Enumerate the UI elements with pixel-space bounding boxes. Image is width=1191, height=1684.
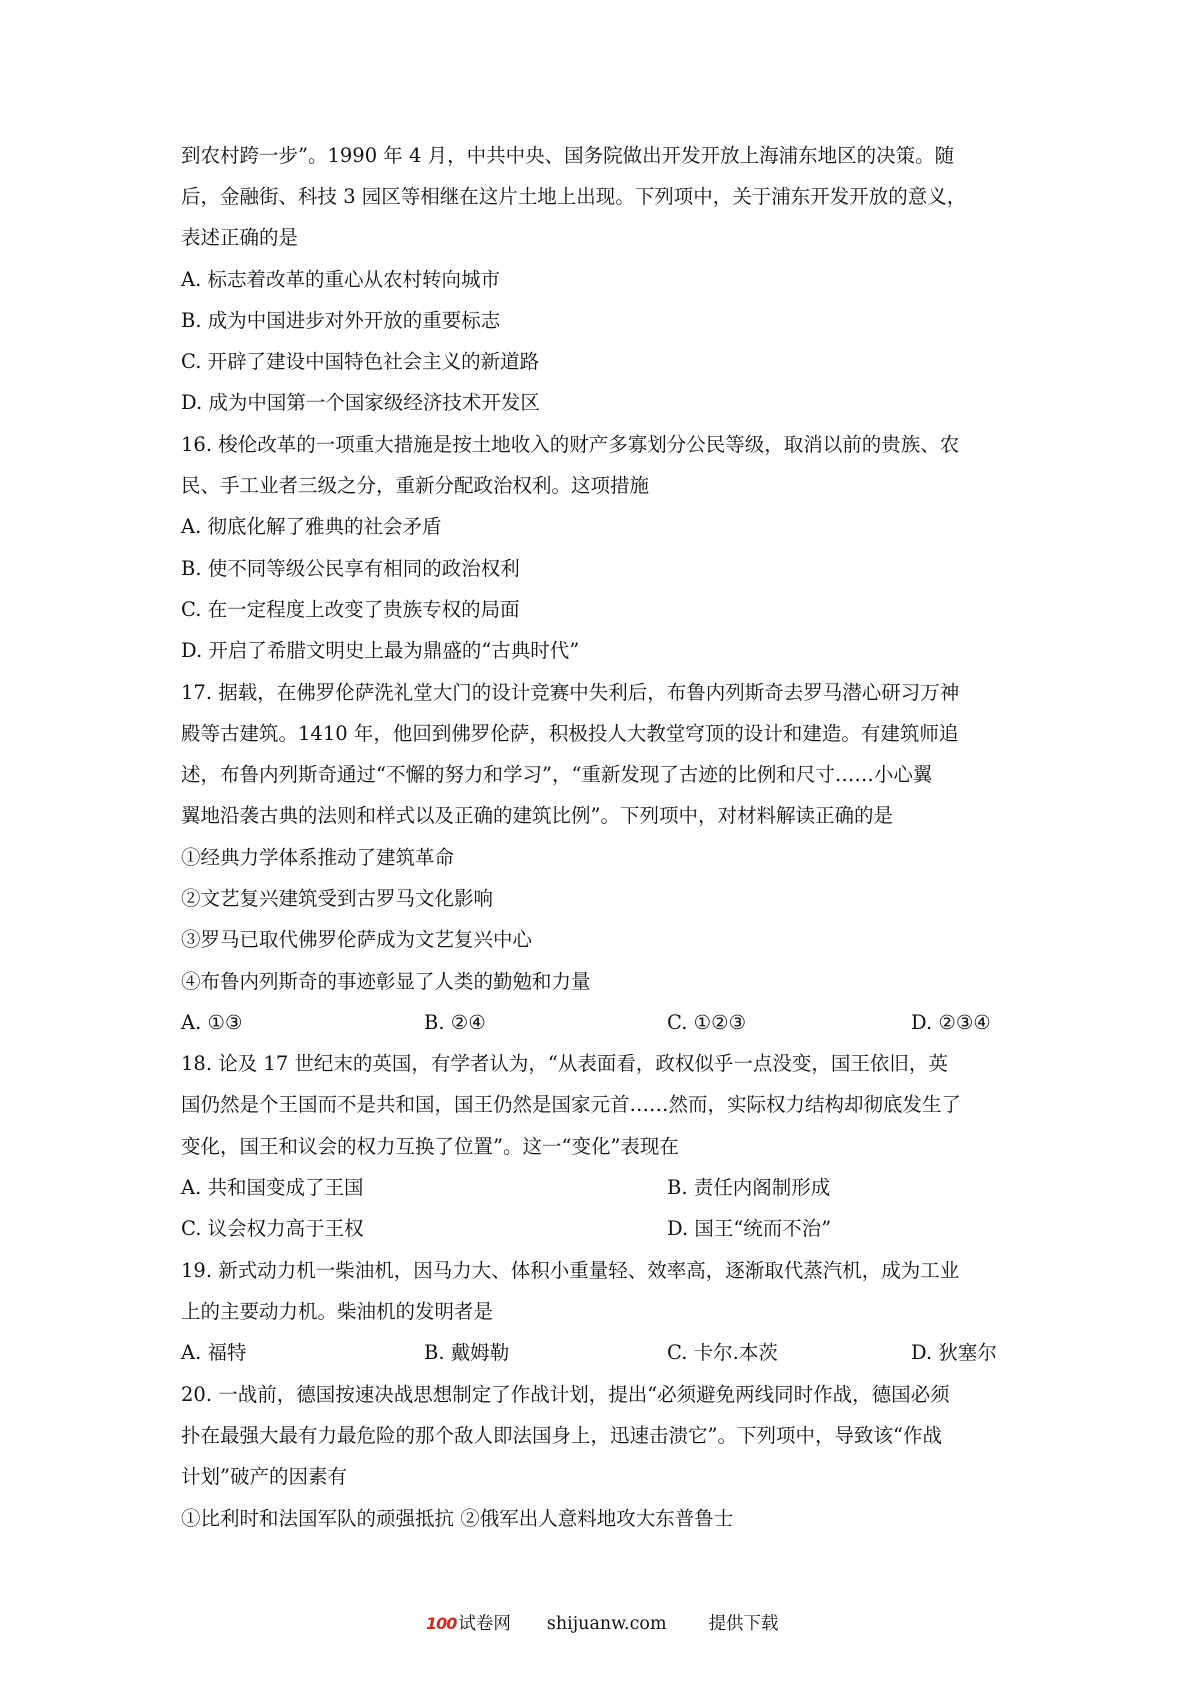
q18-stem-line-3: 变化，国王和议会的权力互换了位置”。这一“变化”表现在 [181, 1135, 679, 1158]
q16-stem-line-1: 16. 梭伦改革的一项重大措施是按土地收入的财产多寡划分公民等级，取消以前的贵族、农 [181, 433, 960, 456]
q16-option-b: B. 使不同等级公民享有相同的政治权利 [181, 557, 520, 580]
q20-stem-line-3: 计划”破产的因素有 [181, 1465, 347, 1488]
q20-stem-line-2: 扑在最强大最有力最危险的那个敌人即法国身上，迅速击溃它”。下列项中，导致该“作战 [181, 1424, 942, 1447]
q15-stem-line-3: 表述正确的是 [181, 226, 299, 249]
q16-option-c: C. 在一定程度上改变了贵族专权的局面 [181, 598, 520, 621]
q17-option-d: D. ②③④ [911, 1011, 991, 1034]
site-logo-icon: 100 [426, 1614, 457, 1633]
footer-site-url[interactable]: shijuanw.com [546, 1614, 667, 1634]
q17-stem-line-4: 翼地沿袭古典的法则和样式以及正确的建筑比例”。下列项中，对材料解读正确的是 [181, 804, 893, 827]
q15-stem-line-1: 到农村跨一步”。1990 年 4 月，中共中央、国务院做出开发开放上海浦东地区的决策。随 [181, 144, 955, 167]
q18-option-c: C. 议会权力高于王权 [181, 1217, 364, 1240]
q20-stem-line-4: ①比利时和法国军队的顽强抵抗 ②俄军出人意料地攻大东普鲁士 [181, 1507, 734, 1530]
q19-stem-line-1: 19. 新式动力机一柴油机，因马力大、体积小重量轻、效率高，逐渐取代蒸汽机，成为工业 [181, 1259, 960, 1282]
q17-stem-line-1: 17. 据载，在佛罗伦萨洗礼堂大门的设计竞赛中失利后，布鲁内列斯奇去罗马潜心研习万神 [181, 681, 960, 704]
q17-stem-line-3: 述，布鲁内列斯奇通过“不懈的努力和学习”，“重新发现了古迹的比例和尺寸……小心翼 [181, 763, 933, 786]
q17-statement-2: ②文艺复兴建筑受到古罗马文化影响 [181, 887, 494, 910]
q17-statement-3: ③罗马已取代佛罗伦萨成为文艺复兴中心 [181, 928, 533, 951]
q18-option-a: A. 共和国变成了王国 [181, 1176, 364, 1199]
q17-option-b: B. ②④ [424, 1011, 486, 1034]
q18-stem-line-1: 18. 论及 17 世纪末的英国，有学者认为，“从表面看，政权似乎一点没变，国王依旧，英 [181, 1052, 948, 1075]
q17-statement-4: ④布鲁内列斯奇的事迹彰显了人类的勤勉和力量 [181, 970, 591, 993]
q17-option-c: C. ①②③ [667, 1011, 747, 1034]
q16-stem-line-2: 民、手工业者三级之分，重新分配政治权利。这项措施 [181, 474, 650, 497]
q18-option-b: B. 责任内阁制形成 [667, 1176, 831, 1199]
q15-option-a: A. 标志着改革的重心从农村转向城市 [181, 268, 500, 291]
q20-stem-line-1: 20. 一战前，德国按速决战思想制定了作战计划，提出“必须避免两线同时作战，德国必须 [181, 1383, 950, 1406]
page-footer [426, 1609, 779, 1639]
q15-stem-line-2: 后，金融街、科技 3 园区等相继在这片土地上出现。下列项中，关于浦东开发开放的意义， [181, 185, 967, 208]
footer-download-text: 提供下载 [708, 1614, 779, 1634]
q19-stem-line-2: 上的主要动力机。柴油机的发明者是 [181, 1300, 494, 1323]
q16-option-d: D. 开启了希腊文明史上最为鼎盛的“古典时代” [181, 639, 580, 662]
q19-option-a: A. 福特 [181, 1341, 247, 1364]
q16-option-a: A. 彻底化解了雅典的社会矛盾 [181, 515, 442, 538]
q17-statement-1: ①经典力学体系推动了建筑革命 [181, 846, 455, 869]
q19-option-b: B. 戴姆勒 [424, 1341, 510, 1364]
q17-option-a: A. ①③ [181, 1011, 243, 1034]
q17-stem-line-2: 殿等古建筑。1410 年，他回到佛罗伦萨，积极投人大教堂穹顶的设计和建造。有建筑师追 [181, 722, 959, 745]
q18-stem-line-2: 国仍然是个王国而不是共和国，国王仍然是国家元首……然而，实际权力结构却彻底发生了 [181, 1093, 962, 1116]
footer-site-name: 试卷网 [458, 1614, 511, 1634]
q15-option-d: D. 成为中国第一个国家级经济技术开发区 [181, 391, 540, 414]
q15-option-b: B. 成为中国进步对外开放的重要标志 [181, 309, 501, 332]
q18-option-d: D. 国王“统而不治” [667, 1217, 832, 1240]
q19-option-d: D. 狄塞尔 [911, 1341, 997, 1364]
q19-option-c: C. 卡尔.本茨 [667, 1341, 778, 1364]
q15-option-c: C. 开辟了建设中国特色社会主义的新道路 [181, 350, 540, 373]
